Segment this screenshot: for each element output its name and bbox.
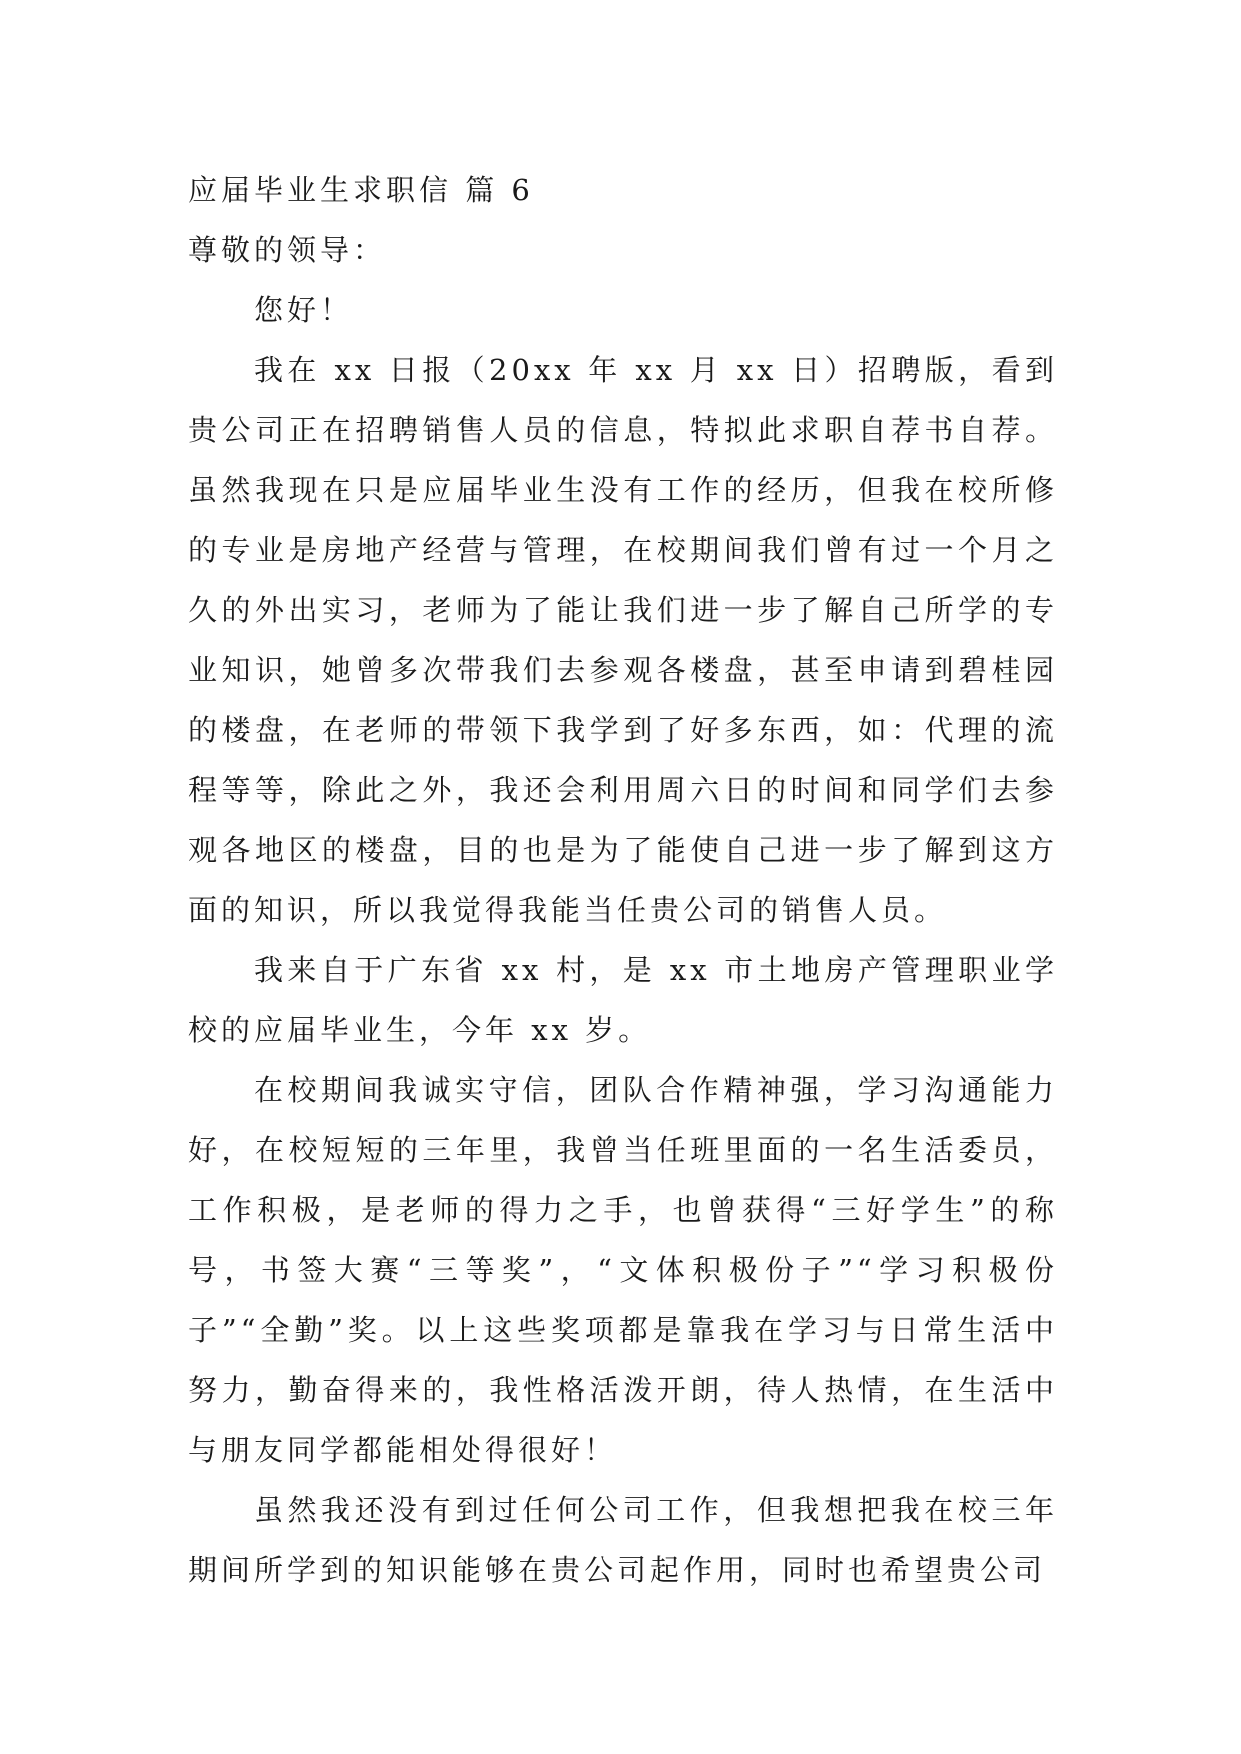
paragraph-4: 虽然我还没有到过任何公司工作，但我想把我在校三年期间所学到的知识能够在贵公司起作用，同时也希望贵公司: [188, 1493, 1058, 1587]
salutation: 尊敬的领导：: [188, 233, 387, 267]
greeting: 您好！: [254, 293, 354, 327]
paragraph-2: 我来自于广东省 xx 村，是 xx 市土地房产管理职业学校的应届毕业生，今年 xx 岁。: [188, 953, 1058, 1047]
paragraph-3: 在校期间我诚实守信，团队合作精神强，学习沟通能力好，在校短短的三年里，我曾当任班里面的一名生活委员，工作积极，是老师的得力之手，也曾获得“三好学生”的称号，书签大赛“三等奖”，“文体积极份子”“学习积极份子”“全勤”奖。以上这些奖项都是靠我在学习与日常生活中努力，勤奋得来的，我性格活泼开朗，待人热情，在生活中与朋友同学都能相处得很好！: [188, 1073, 1058, 1467]
letter-body: [188, 160, 1058, 1600]
letter-title: 应届毕业生求职信 篇 6: [188, 173, 534, 207]
paragraph-1: 我在 xx 日报（20xx 年 xx 月 xx 日）招聘版，看到贵公司正在招聘销售人员的信息，特拟此求职自荐书自荐。虽然我现在只是应届毕业生没有工作的经历，但我在校所修的专业是房地产经营与管理，在校期间我们曾有过一个月之久的外出实习，老师为了能让我们进一步了解自己所学的专业知识，她曾多次带我们去参观各楼盘，甚至申请到碧桂园的楼盘，在老师的带领下我学到了好多东西，如：代理的流程等等，除此之外，我还会利用周六日的时间和同学们去参观各地区的楼盘，目的也是为了能使自己进一步了解到这方面的知识，所以我觉得我能当任贵公司的销售人员。: [188, 353, 1058, 927]
